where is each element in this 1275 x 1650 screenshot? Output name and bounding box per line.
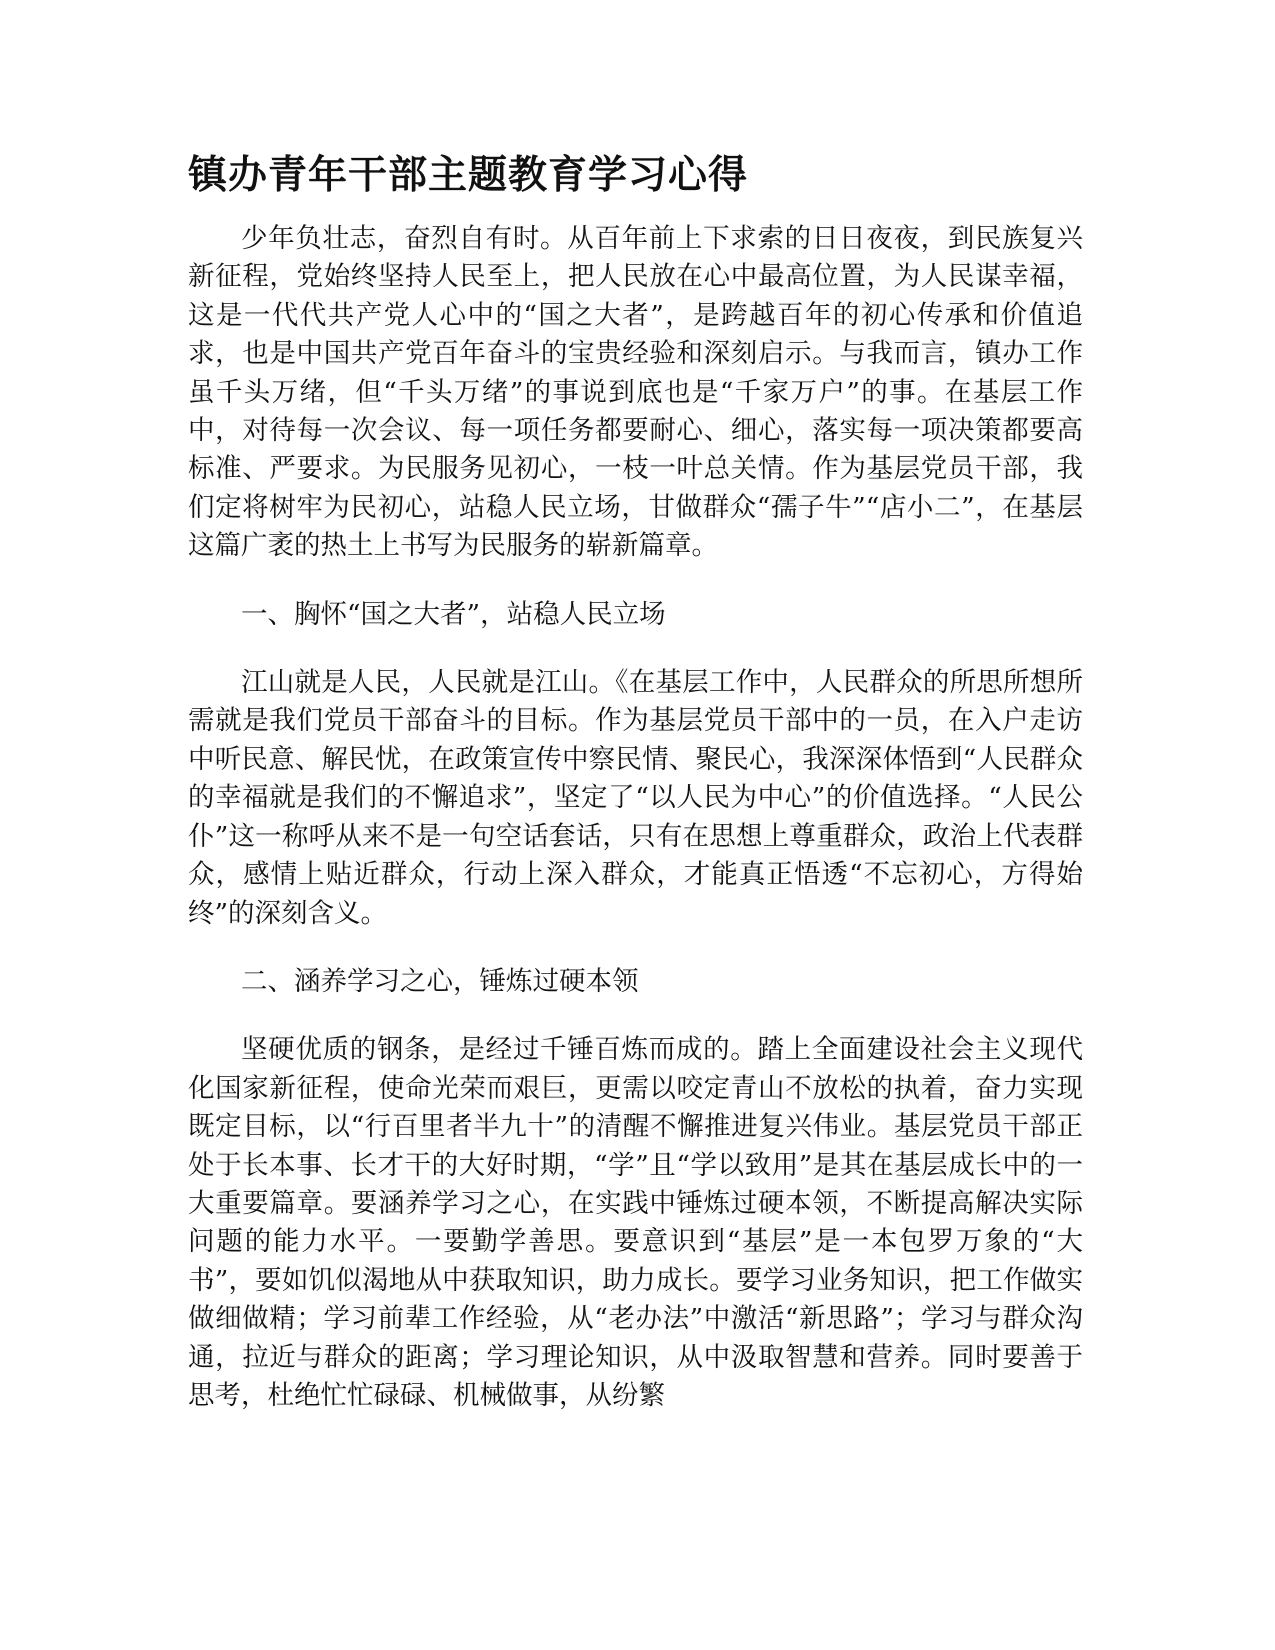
document-body (188, 150, 1083, 1415)
section-heading-1: 一、胸怀“国之大者”，站稳人民立场 (241, 598, 666, 630)
section-heading-2: 二、涵养学习之心，锤炼过硬本领 (241, 965, 639, 997)
paragraph-section-2: 坚硬优质的钢条，是经过千锤百炼而成的。踏上全面建设社会主义现代化国家新征程，使命光荣而艰巨，更需以咬定青山不放松的执着，奋力实现既定目标，以“行百里者半九十”的清醒不懈推进复兴伟业。基层党员干部正处于长本事、长才干的大好时期，“学”且“学以致用”是其在基层成长中的一大重要篇章。要涵养学习之心，在实践中锤炼过硬本领，不断提高解决实际问题的能力水平。一要勤学善思。要意识到“基层”是一本包罗万象的“大书”，要如饥似渴地从中获取知识，助力成长。要学习业务知识，把工作做实做细做精；学习前辈工作经验，从“老办法”中激活“新思路”；学习与群众沟通，拉近与群众的距离；学习理论知识，从中汲取智慧和营养。同时要善于思考，杜绝忙忙碌碌、机械做事，从纷繁 (188, 1034, 1083, 1411)
paragraph-section-1: 江山就是人民，人民就是江山。《在基层工作中，人民群众的所思所想所需就是我们党员干部奋斗的目标。作为基层党员干部中的一员，在入户走访中听民意、解民忧，在政策宣传中察民情、聚民心，我深深体悟到“人民群众的幸福就是我们的不懈追求”，坚定了“以人民为中心”的价值选择。“人民公仆”这一称呼从来不是一句空话套话，只有在思想上尊重群众，政治上代表群众，感情上贴近群众，行动上深入群众，才能真正悟透“不忘初心，方得始终”的深刻含义。 (188, 667, 1083, 929)
document-title: 镇办青年干部主题教育学习心得 (188, 153, 749, 198)
paragraph-intro: 少年负壮志，奋烈自有时。从百年前上下求索的日日夜夜，到民族复兴新征程，党始终坚持人民至上，把人民放在心中最高位置，为人民谋幸福，这是一代代共产党人心中的“国之大者”，是跨越百年的初心传承和价值追求，也是中国共产党百年奋斗的宝贵经验和深刻启示。与我而言，镇办工作虽千头万绪，但“千头万绪”的事说到底也是“千家万户”的事。在基层工作中，对待每一次会议、每一项任务都要耐心、细心，落实每一项决策都要高标准、严要求。为民服务见初心，一枝一叶总关情。作为基层党员干部，我们定将树牢为民初心，站稳人民立场，甘做群众“孺子牛”“店小二”，在基层这篇广袤的热土上书写为民服务的崭新篇章。 (188, 223, 1083, 562)
